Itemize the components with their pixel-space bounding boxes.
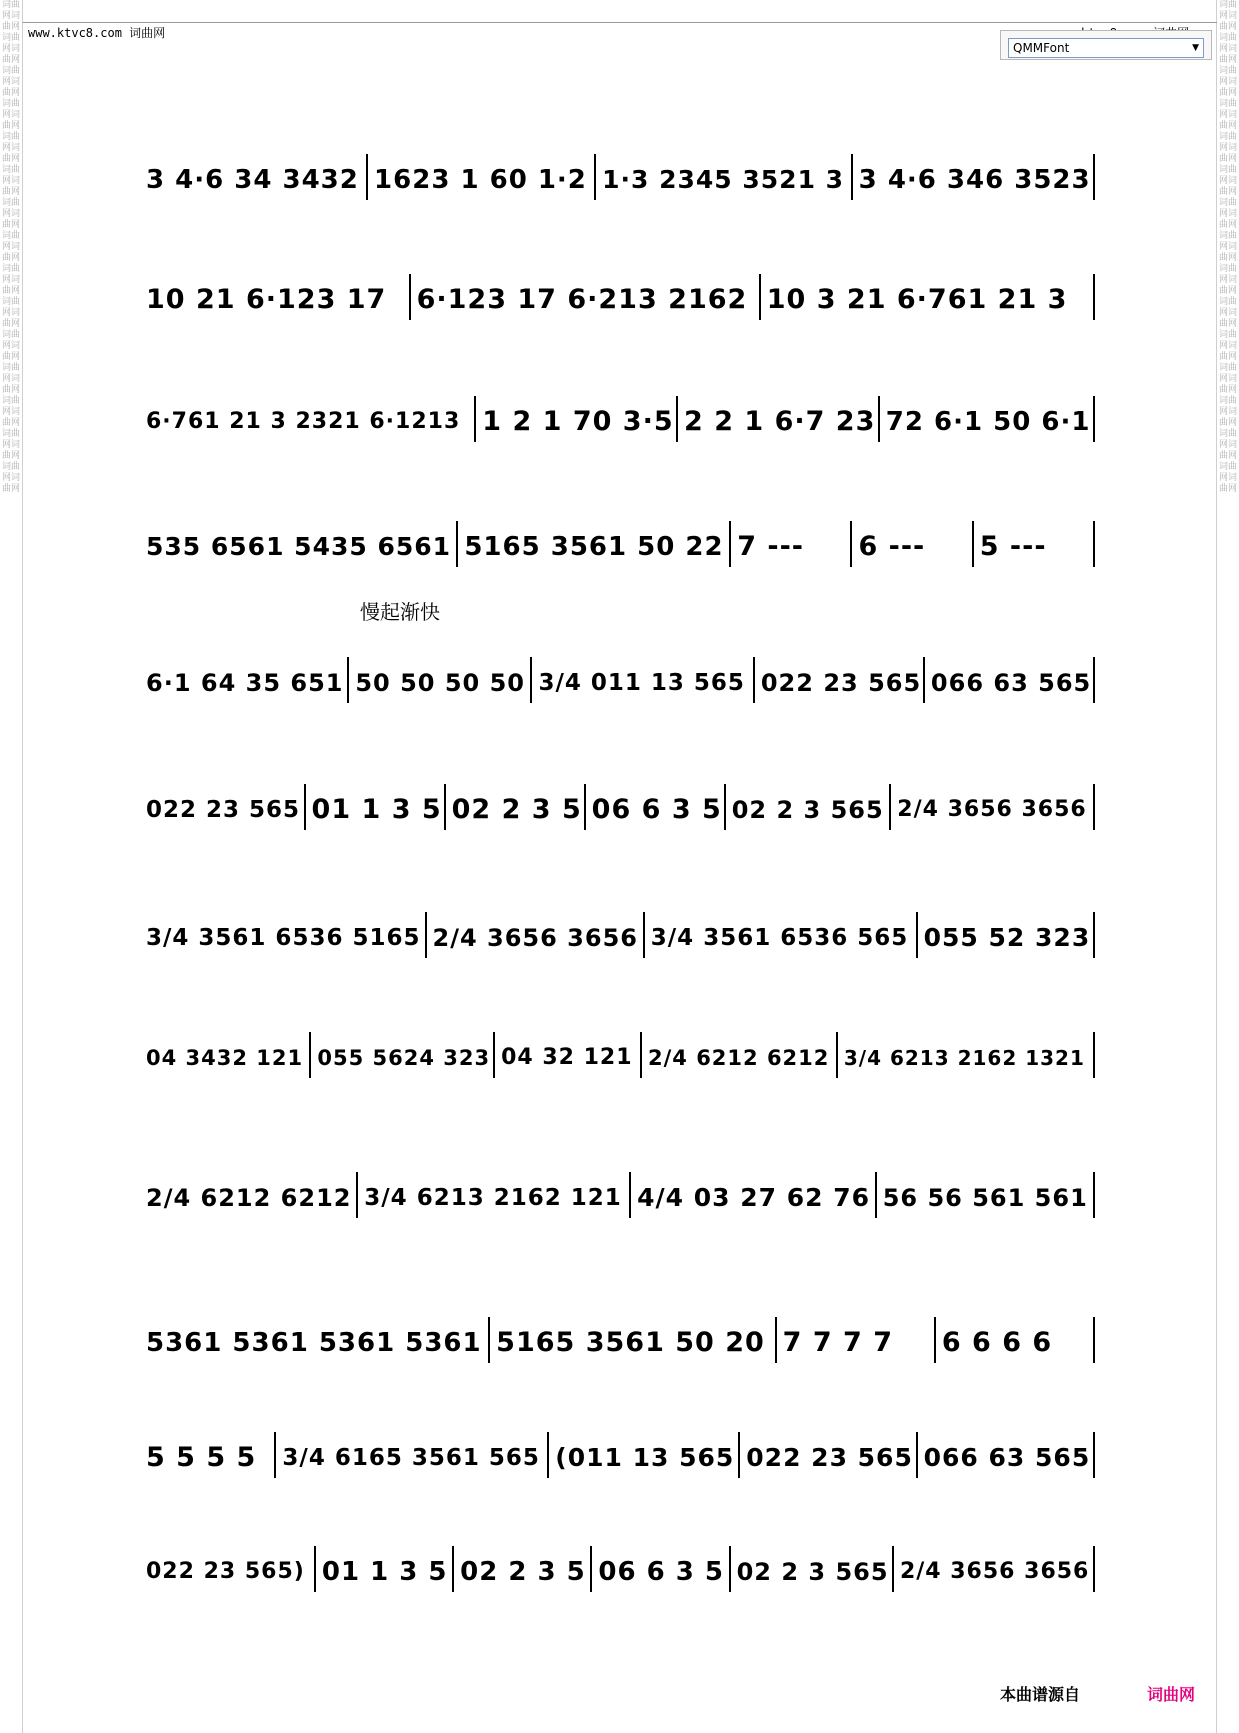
barline (759, 274, 761, 320)
score-row (140, 1168, 1095, 1228)
barline (1093, 1432, 1095, 1478)
measure: 535 6561 5435 6561 (146, 532, 452, 561)
measure: 022 23 565) (146, 1559, 305, 1584)
barline (1093, 1317, 1095, 1363)
score-row (140, 150, 1095, 210)
barline (488, 1317, 490, 1363)
score-row (140, 908, 1095, 968)
barline (356, 1172, 358, 1218)
measure: 5165 3561 50 20 (496, 1327, 765, 1358)
measure: 04 3432 121 (146, 1046, 304, 1070)
barline (643, 912, 645, 958)
barline (594, 154, 596, 200)
score-row (140, 1428, 1095, 1488)
measure: 1 2 1 70 3·5 (482, 406, 674, 437)
barline (314, 1546, 316, 1592)
barline (474, 396, 476, 442)
measure: 7 --- (737, 531, 804, 562)
measure: 6 --- (858, 531, 926, 562)
barline (923, 657, 925, 703)
measure: 72 6·1 50 6·1 (885, 407, 1091, 437)
measure: 5 5 5 5 (146, 1442, 257, 1473)
measure: 055 5624 323 (317, 1046, 491, 1070)
measure: 50 50 50 50 (355, 669, 525, 697)
measure: 5165 3561 50 22 (464, 532, 724, 562)
barline (444, 784, 446, 830)
right-watermark-strip: 词曲网词曲网词曲网词曲网词曲网词曲网词曲网词曲网词曲网词曲网词曲网词曲网词曲网词曲网词曲网词曲网词曲网词曲网词曲网词曲网词曲网词曲网词曲网词曲网词曲网词曲网词曲网词曲网词曲网词曲网 (1216, 0, 1239, 1733)
measure: 2/4 3656 3656 (432, 924, 638, 952)
measure: 2/4 6212 6212 (146, 1184, 352, 1212)
barline (366, 154, 368, 200)
measure: 3/4 6213 2162 1321 (843, 1046, 1085, 1070)
measure: 2/4 6212 6212 (647, 1046, 830, 1070)
measure: 01 1 3 5 (321, 1557, 448, 1587)
barline (1093, 274, 1095, 320)
barline (878, 396, 880, 442)
score-row (140, 1313, 1095, 1373)
measure: 6·123 17 6·213 2162 (416, 284, 748, 315)
chevron-down-icon[interactable]: ▼ (1192, 43, 1199, 53)
measure: 5 --- (979, 531, 1047, 562)
barline (1093, 657, 1095, 703)
measure: 6 6 6 6 (941, 1327, 1053, 1358)
measure: 01 1 3 5 (311, 794, 442, 825)
measure: 3/4 3561 6536 5165 (146, 925, 421, 951)
font-select-field[interactable] (1008, 38, 1204, 58)
measure: 02 2 3 565 (736, 1558, 889, 1586)
score-row (140, 780, 1095, 840)
measure: 066 63 565 (923, 1443, 1091, 1472)
barline (724, 784, 726, 830)
score-row (140, 1542, 1095, 1602)
barline (584, 784, 586, 830)
barline (1093, 1172, 1095, 1218)
score-row (140, 517, 1095, 577)
measure: 3/4 3561 6536 565 (650, 925, 909, 951)
measure: 02 2 3 565 (731, 796, 884, 824)
measure: 6·761 21 3 2321 6·1213 (146, 409, 461, 434)
barline (1093, 1032, 1095, 1078)
footer-source-label: 本曲谱源自 (1000, 1685, 1081, 1704)
measure: 6·1 64 35 651 (146, 669, 344, 697)
barline (274, 1432, 276, 1478)
measure: 3/4 6213 2162 121 (364, 1185, 622, 1211)
barline (1093, 154, 1095, 200)
left-watermark-strip: 词曲网词曲网词曲网词曲网词曲网词曲网词曲网词曲网词曲网词曲网词曲网词曲网词曲网词曲网词曲网词曲网词曲网词曲网词曲网词曲网词曲网词曲网词曲网词曲网词曲网词曲网词曲网词曲网词曲网词曲网 (0, 0, 23, 1733)
measure: 4/4 03 27 62 76 (637, 1183, 871, 1212)
score-row (140, 270, 1095, 330)
barline (1093, 396, 1095, 442)
score-row (140, 1028, 1095, 1088)
score-row (140, 653, 1095, 713)
footer-logo: 词曲网 (1147, 1685, 1196, 1704)
barline (676, 396, 678, 442)
barline (738, 1432, 740, 1478)
measure: 06 6 3 5 (598, 1557, 724, 1587)
barline (934, 1317, 936, 1363)
barline (729, 1546, 731, 1592)
barline (629, 1172, 631, 1218)
measure: (011 13 565 (555, 1443, 735, 1472)
barline (640, 1032, 642, 1078)
barline (493, 1032, 495, 1078)
measure: 3 4·6 34 3432 (146, 165, 359, 195)
measure: 06 6 3 5 (591, 794, 722, 825)
barline (729, 521, 731, 567)
font-select-value: QMMFont (1013, 41, 1070, 55)
barline (425, 912, 427, 958)
barline (1093, 521, 1095, 567)
measure: 1623 1 60 1·2 (374, 165, 587, 195)
barline (850, 521, 852, 567)
barline (309, 1032, 311, 1078)
barline (775, 1317, 777, 1363)
barline (456, 521, 458, 567)
barline (916, 1432, 918, 1478)
measure: 3/4 011 13 565 (538, 670, 745, 696)
measure: 5361 5361 5361 5361 (146, 1328, 482, 1358)
barline (1093, 1546, 1095, 1592)
measure: 022 23 565 (746, 1443, 913, 1472)
tempo-marking: 慢起渐快 (360, 600, 440, 624)
barline (916, 912, 918, 958)
barline (547, 1432, 549, 1478)
measure: 02 2 3 5 (460, 1557, 586, 1587)
measure: 7 7 7 7 (782, 1327, 894, 1358)
barline (1093, 784, 1095, 830)
barline (889, 784, 891, 830)
measure: 02 2 3 5 (451, 794, 582, 825)
measure: 2 2 1 6·7 23 (684, 406, 876, 437)
measure: 56 56 561 561 (882, 1184, 1088, 1212)
measure: 055 52 323 (923, 923, 1091, 952)
measure: 2/4 3656 3656 (899, 1559, 1090, 1584)
measure: 3/4 6165 3561 565 (282, 1445, 540, 1471)
barline (892, 1546, 894, 1592)
header-url-left: www.ktvc8.com 词曲网 (28, 26, 166, 40)
barline (851, 154, 853, 200)
measure: 066 63 565 (930, 669, 1091, 697)
measure: 1·3 2345 3521 3 (602, 165, 845, 194)
measure: 3 4·6 346 3523 (858, 165, 1091, 195)
measure: 10 3 21 6·761 21 3 (766, 284, 1068, 315)
barline (347, 657, 349, 703)
font-select[interactable] (1000, 30, 1212, 60)
barline (304, 784, 306, 830)
barline (452, 1546, 454, 1592)
barline (875, 1172, 877, 1218)
barline (590, 1546, 592, 1592)
barline (836, 1032, 838, 1078)
measure: 022 23 565 (146, 797, 301, 823)
measure: 10 21 6·123 17 (146, 284, 387, 315)
barline (530, 657, 532, 703)
measure: 04 32 121 (501, 1045, 633, 1070)
barline (1093, 912, 1095, 958)
barline (409, 274, 411, 320)
barline (972, 521, 974, 567)
measure: 2/4 3656 3656 (897, 797, 1087, 822)
measure: 022 23 565 (760, 669, 921, 697)
score-row (140, 392, 1095, 452)
barline (753, 657, 755, 703)
